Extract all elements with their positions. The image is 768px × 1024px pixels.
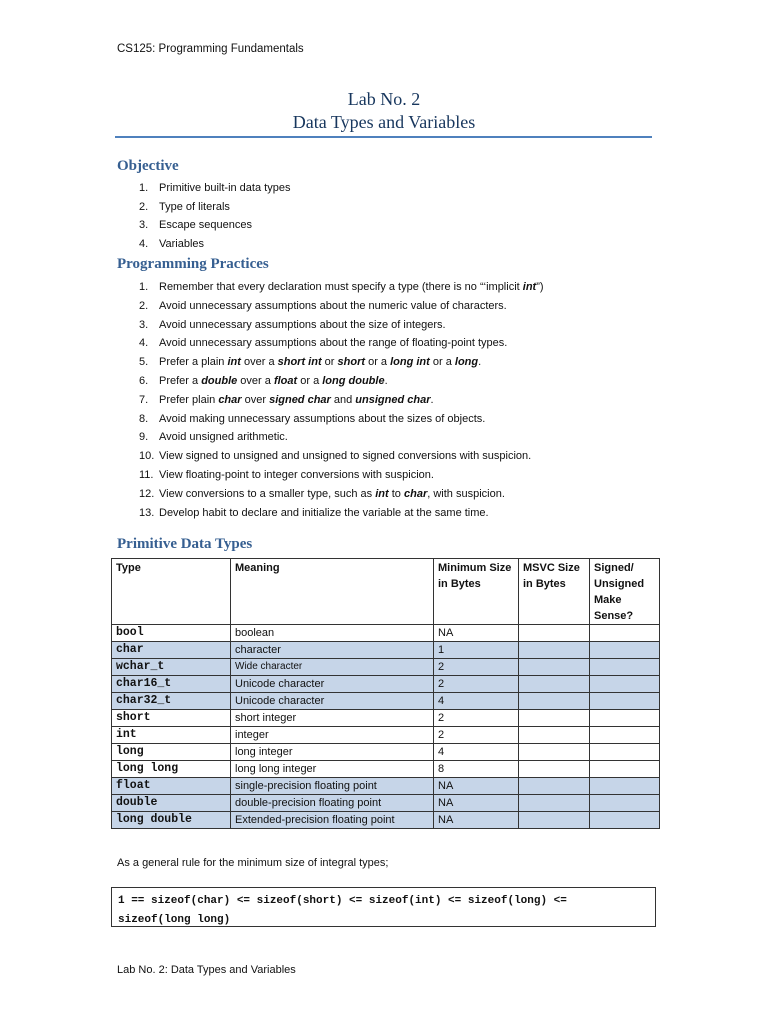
col-header-type: Type xyxy=(112,559,231,625)
objective-heading: Objective xyxy=(117,158,179,174)
cell-meaning: character xyxy=(231,642,434,659)
cell-signed xyxy=(590,744,660,761)
cell-meaning: short integer xyxy=(231,710,434,727)
cell-msvc xyxy=(519,676,590,693)
cell-msvc xyxy=(519,812,590,829)
cell-signed xyxy=(590,778,660,795)
list-item: 4. Variables xyxy=(139,237,205,250)
list-item: 4. Avoid unnecessary assumptions about the range of floating-point types. xyxy=(139,337,508,350)
cell-meaning: single-precision floating point xyxy=(231,778,434,795)
table-row xyxy=(112,727,660,744)
cell-meaning: Unicode character xyxy=(231,676,434,693)
cell-msvc xyxy=(519,693,590,710)
cell-msvc xyxy=(519,642,590,659)
cell-type: double xyxy=(112,795,231,812)
cell-msvc xyxy=(519,761,590,778)
table-row xyxy=(112,659,660,676)
table-row xyxy=(112,795,660,812)
cell-type: short xyxy=(112,710,231,727)
col-header-meaning: Meaning xyxy=(231,559,434,625)
table-row xyxy=(112,812,660,829)
cell-type: long double xyxy=(112,812,231,829)
list-item: 9. Avoid unsigned arithmetic. xyxy=(139,431,288,444)
cell-msvc xyxy=(519,778,590,795)
lab-subtitle: Data Types and Variables xyxy=(292,112,476,132)
table-row xyxy=(112,676,660,693)
cell-type: char xyxy=(112,642,231,659)
list-item: 7. Prefer plain char over signed char and unsigned char. xyxy=(139,393,434,406)
cell-signed xyxy=(590,659,660,676)
list-item: 2. Avoid unnecessary assumptions about the numeric value of characters. xyxy=(139,299,507,312)
cell-signed xyxy=(590,676,660,693)
cell-min: NA xyxy=(434,778,519,795)
cell-type: wchar_t xyxy=(112,659,231,676)
cell-min: 2 xyxy=(434,710,519,727)
cell-meaning: Extended-precision floating point xyxy=(231,812,434,829)
col-header-min-size: Minimum Size in Bytes xyxy=(434,559,519,625)
lab-title: Lab No. 2 xyxy=(347,89,421,109)
cell-min: 8 xyxy=(434,761,519,778)
list-item: 11. View floating-point to integer conversions with suspicion. xyxy=(139,468,434,481)
page-footer: Lab No. 2: Data Types and Variables xyxy=(117,964,296,976)
cell-min: NA xyxy=(434,625,519,642)
primitive-types-table xyxy=(111,558,660,829)
table-row xyxy=(112,710,660,727)
cell-signed xyxy=(590,642,660,659)
table-header-row xyxy=(112,559,660,625)
rule-text: As a general rule for the minimum size of integral types; xyxy=(117,857,389,869)
cell-meaning: long long integer xyxy=(231,761,434,778)
cell-signed xyxy=(590,812,660,829)
cell-type: long long xyxy=(112,761,231,778)
list-item: 5. Prefer a plain int over a short int or short or a long int or a long. xyxy=(139,356,482,369)
cell-meaning: double-precision floating point xyxy=(231,795,434,812)
cell-min: 2 xyxy=(434,659,519,676)
cell-meaning: long integer xyxy=(231,744,434,761)
table-row xyxy=(112,744,660,761)
col-header-msvc-size: MSVC Size in Bytes xyxy=(519,559,590,625)
list-item: 3. Avoid unnecessary assumptions about the size of integers. xyxy=(139,318,446,331)
cell-type: float xyxy=(112,778,231,795)
list-item: 1. Primitive built-in data types xyxy=(139,182,291,194)
cell-signed xyxy=(590,727,660,744)
cell-signed xyxy=(590,710,660,727)
cell-signed xyxy=(590,693,660,710)
list-item: 13. Develop habit to declare and initialize the variable at the same time. xyxy=(139,506,489,519)
course-header: CS125: Programming Fundamentals xyxy=(117,43,304,55)
list-item: 12. View conversions to a smaller type, such as int to char, with suspicion. xyxy=(139,487,505,500)
cell-type: int xyxy=(112,727,231,744)
cell-type: char16_t xyxy=(112,676,231,693)
cell-min: 2 xyxy=(434,727,519,744)
cell-msvc xyxy=(519,727,590,744)
cell-min: 2 xyxy=(434,676,519,693)
list-item: 6. Prefer a double over a float or a long double. xyxy=(139,374,388,387)
cell-msvc xyxy=(519,710,590,727)
cell-type: long xyxy=(112,744,231,761)
list-item: 10. View signed to unsigned and unsigned to signed conversions with suspicion. xyxy=(139,450,532,463)
cell-meaning: boolean xyxy=(231,625,434,642)
cell-meaning: Unicode character xyxy=(231,693,434,710)
objective-list xyxy=(139,179,290,253)
title-rule xyxy=(115,136,652,138)
cell-min: 4 xyxy=(434,744,519,761)
table-row xyxy=(112,642,660,659)
practices-heading: Programming Practices xyxy=(117,256,269,272)
practices-list xyxy=(139,278,544,522)
table-row xyxy=(112,625,660,642)
sizeof-code-box: 1 == sizeof(char) <= sizeof(short) <= sizeof(int) <= sizeof(long) <= sizeof(long long) xyxy=(111,887,656,927)
cell-type: bool xyxy=(112,625,231,642)
table-row xyxy=(112,778,660,795)
cell-msvc xyxy=(519,744,590,761)
cell-signed xyxy=(590,761,660,778)
table-row xyxy=(112,693,660,710)
cell-signed xyxy=(590,795,660,812)
cell-type: char32_t xyxy=(112,693,231,710)
list-item: 8. Avoid making unnecessary assumptions about the sizes of objects. xyxy=(139,412,486,425)
cell-meaning: Wide character xyxy=(231,659,434,676)
table-row xyxy=(112,761,660,778)
cell-msvc xyxy=(519,795,590,812)
list-item: 2. Type of literals xyxy=(139,200,230,213)
cell-min: NA xyxy=(434,795,519,812)
cell-min: 1 xyxy=(434,642,519,659)
cell-min: NA xyxy=(434,812,519,829)
primitive-heading: Primitive Data Types xyxy=(117,536,253,552)
col-header-signed: Signed/ Unsigned Make Sense? xyxy=(590,559,660,625)
cell-signed xyxy=(590,625,660,642)
list-item: 3. Escape sequences xyxy=(139,219,252,231)
cell-msvc xyxy=(519,659,590,676)
list-item: 1. Remember that every declaration must specify a type (there is no “‘implicit int”) xyxy=(139,281,544,293)
cell-meaning: integer xyxy=(231,727,434,744)
cell-min: 4 xyxy=(434,693,519,710)
cell-msvc xyxy=(519,625,590,642)
